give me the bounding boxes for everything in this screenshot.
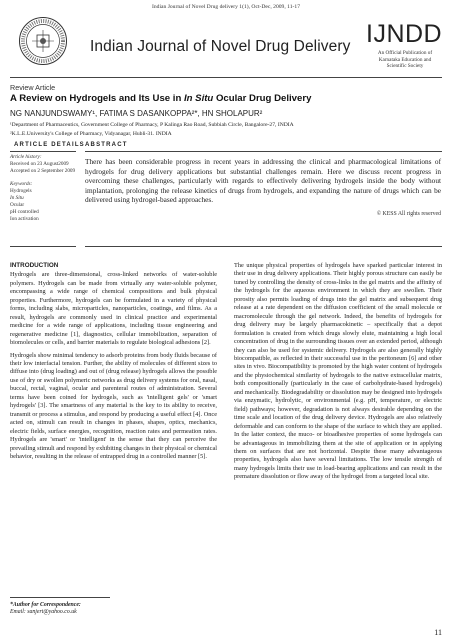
introduction-heading: INTRODUCTION [10,262,59,269]
publisher-note [366,50,444,70]
correspondence-heading: *Author for Correspondence: [10,602,81,608]
intro-paragraph-1: Hydrogels are three-dimensional, cross-linked networks of water-soluble polymers. Hydrogels can be made from virtually any water-soluble polymer, encompassing a wide range of chemical compositions and bulk physical properties. Furthermore, hydrogels can be formulated in a variety of physical forms, including slabs, microparticles, nanoparticles, coatings, and films. As a result, hydrogels are commonly used in clinical practice and experimental medicine for a wide range of applications, including tissue engineering and regenerative medicine [1], diagnostics, cellular immobilization, separation of biomolecules or cells, and barrier materials to regulate biological adhesions [2]. [10,271,217,347]
intro-paragraph-2: Hydrogels show minimal tendency to adsorb proteins from body fluids because of their low interfacial tension. Further, the ability of molecules of different sizes to diffuse into (drug loading) and out of (drug release) hydrogels allows the possible use of dry or swollen polymeric networks as drug delivery systems for oral, nasal, buccal, rectal, vaginal, ocular and parenteral routes of administration. Several terms have been coined for hydrogels, such as 'intelligent gels' or 'smart hydrogels' [3]. The smartness of any material is the key to its ability to receive, transmit or process a stimulus, and respond by producing a useful effect [4]. Once acted on, stimuli can result in changes in phases, shapes, optics, mechanics, electric fields, surface energies, recognition, reaction rates and permeation rates. Hydrogels are 'smart' or 'intelligent' in the sense that they can perceive the prevailing stimuli and respond by exhibiting changes in their physical or chemical behavior, resulting in the release of entrapped drug in a controlled manner [5]. [10,351,217,460]
right-column [234,262,442,482]
abstract-rule [85,151,442,152]
article-type: Review Article [10,83,56,92]
journal-name: Indian Journal of Novel Drug Delivery [90,38,351,55]
article-title: A Review on Hydrogels and Its Use in In Situ Ocular Drug Delivery [10,93,312,104]
footnote-rule [10,597,110,598]
header-rule [10,77,442,78]
keyword: pH controlled [10,209,39,215]
correspondence-email: Email: sanjert@yahoo.co.uk [10,609,77,616]
publisher-line: An Official Publication of [377,50,433,56]
abstract-bottom-rule [85,246,442,247]
details-rule [10,151,76,152]
author-list: NG NANJUNDSWAMY¹, FATIMA S DASANKOPPA²*, HN SHOLAPUR² [10,109,263,118]
running-head: Indian Journal of Novel Drug delivery 1(1), Oct-Dec, 2009, 11-17 [152,4,300,10]
details-bottom-rule [10,246,76,247]
right-paragraph-1: The unique physical properties of hydrogels have sparked particular interest in their use in drug delivery applications. Their highly porous structure can easily be tuned by controlling the density of cross-links in the gel matrix and the affinity of the hydrogels for the aqueous environment in which they are swollen. Their porosity also permits loading of drugs into the gel matrix and subsequent drug release at a rate dependent on the diffusion coefficient of the small molecule or macromolecule through the gel network. Indeed, the benefits of hydrogels for drug delivery may be largely pharmacokinetic – specifically that a depot formulation is created from which drugs slowly elute, maintaining a high local concentration of drug in the surrounding tissues over an extended period, although they can also be used for systemic delivery. Hydrogels are also generally highly biocompatible, as reflected in their successful use in the peritoneum [6] and other sites in vivo. Biocompatibility is promoted by the high water content of hydrogels and the physiochemical similarity of hydrogels to the native extracellular matrix, both compositionally (particularly in the case of carbohydrate-based hydrogels) and mechanically. Biodegradability or dissolution may be designed into hydrogels via enzymatic, hydrolytic, or environmental (e.g. pH, temperature, or electric field) pathways; however, degradation is not always desirable depending on the time scale and location of the drug delivery device. Hydrogels are also relatively deformable and can conform to the shape of the surface to which they are applied. In the latter context, the muco- or bioadhesive properties of some hydrogels can be advantageous in immobilizing them at the site of application or in applying them on surfaces that are not horizontal. Despite these many advantageous properties, hydrogels also have several limitations. The low tensile strength of many hydrogels limits their use in load-bearing applications and can result in the premature dissolution or flow away of the hydrogel from a targeted local site. [234,262,442,481]
abstract-heading: ABSTRACT [85,142,128,148]
copyright-notice: © KESS All rights reserved [376,211,441,217]
left-column [10,262,217,461]
abstract-text: There has been considerable progress in recent years in addressing the clinical and pharmacological limitations of hydrogels for drug delivery applications but substantial challenges remain. Here we discuss recent progress in overcoming these challenges, particularly with regards to effectively delivering hydrogels inside the body without implantation, prolonging the release kinetics of drugs from hydrogels, and expanding the nature of drugs which can be delivered using hydrogel-based approaches. [85,157,441,205]
keyword: Ocular [10,202,25,208]
affiliation-2: ²K.L.E.University's College of Pharmacy, Vidyanagar, Hubli-31. INDIA [10,131,172,137]
received-date: Received on 23 August2009 [10,161,69,167]
journal-abbreviation: IJNDD [366,20,443,48]
history-label: Article history: [10,154,42,160]
publisher-line: Scientific Society [386,63,424,70]
publisher-line: Karnataka Education and [378,56,432,63]
keywords-label: Keywords: [10,181,33,187]
article-details-heading: ARTICLE DETAILS [14,142,85,148]
affiliation-1: ¹Department of Pharmaceutics, Government College of Pharmacy, P Kalinga Rao Road, Subbiah Circle, Bangalore-27, INDIA [10,122,294,128]
page-number: 11 [434,628,442,637]
keyword: Hydrogels [10,188,32,194]
keyword: Ion activation [10,216,39,222]
keyword: In Situ [10,195,24,201]
article-info-box [10,154,74,241]
accepted-date: Accepted on 2 September 2009 [10,168,76,174]
society-seal-logo [18,16,68,66]
correspondence-note [10,602,81,617]
